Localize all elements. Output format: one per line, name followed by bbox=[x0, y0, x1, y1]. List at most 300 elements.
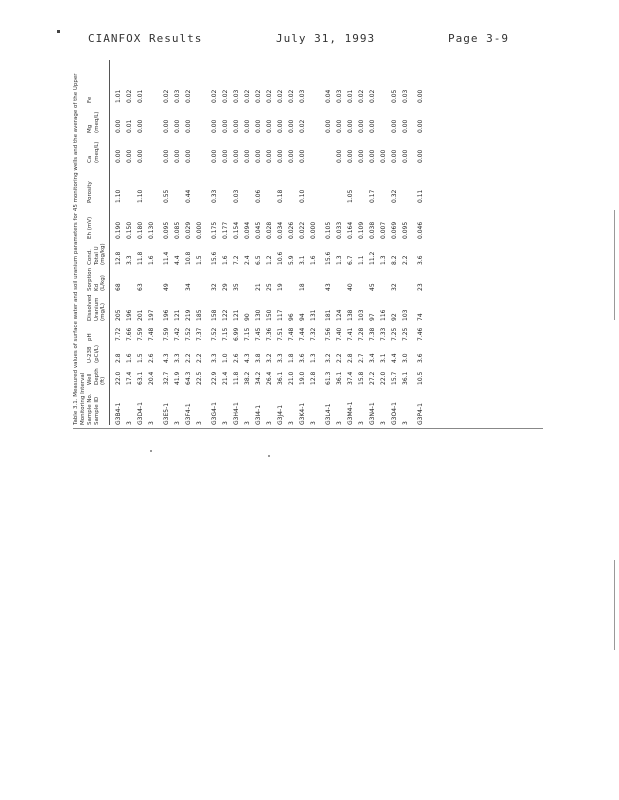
table-cell: 0.02 bbox=[358, 89, 365, 103]
column-header: Cond. Total U (mg/kg) bbox=[87, 243, 106, 265]
sample-id-cell: G3D4-1 bbox=[137, 402, 144, 425]
table-cell: 0.02 bbox=[211, 89, 218, 103]
table-cell: 26.4 bbox=[266, 371, 273, 385]
table-cell: 68 bbox=[115, 283, 122, 291]
sample-id-cell: 3 bbox=[148, 421, 155, 425]
table-cell: 0.085 bbox=[174, 221, 181, 239]
table-cell: 0.177 bbox=[222, 221, 229, 239]
table-row bbox=[347, 60, 354, 425]
sample-id-cell: G3I4-1 bbox=[255, 404, 262, 425]
table-cell: 7.25 bbox=[402, 327, 409, 341]
table-cell: 185 bbox=[196, 309, 203, 321]
table-cell: 3.3 bbox=[126, 255, 133, 265]
header-left: CIANFOX Results bbox=[88, 32, 203, 45]
sample-id-cell: G3E5-1 bbox=[163, 402, 170, 425]
table-cell: 3.0 bbox=[402, 353, 409, 363]
table-cell: 0.00 bbox=[336, 149, 343, 163]
table-cell: 138 bbox=[347, 309, 354, 321]
table-cell: 0.095 bbox=[163, 221, 170, 239]
sample-id-cell: 3 bbox=[380, 421, 387, 425]
table-cell: 21.0 bbox=[288, 371, 295, 385]
table-cell: 0.00 bbox=[288, 119, 295, 133]
sample-id-cell: G3F4-1 bbox=[185, 403, 192, 425]
table-cell: 45 bbox=[369, 283, 376, 291]
table-caption: Table 3.1. Measured values of surface water and soil uranium parameters for 45 monitoring wells and the average of the Upper Monitoring Interval bbox=[73, 73, 86, 425]
table-cell: 0.130 bbox=[148, 221, 155, 239]
table-cell: 2.8 bbox=[347, 353, 354, 363]
table-row bbox=[126, 60, 133, 425]
table-cell: 7.66 bbox=[126, 327, 133, 341]
table-cell: 0.109 bbox=[358, 221, 365, 239]
rotated-data-table bbox=[73, 60, 543, 425]
table-cell: 90 bbox=[244, 313, 251, 321]
table-cell: 2.2 bbox=[196, 353, 203, 363]
table-cell: 0.045 bbox=[255, 221, 262, 239]
table-cell: 0.00 bbox=[391, 149, 398, 163]
table-cell: 0.00 bbox=[126, 149, 133, 163]
table-cell: 0.32 bbox=[391, 189, 398, 203]
table-cell: 7.51 bbox=[277, 327, 284, 341]
table-cell: 0.55 bbox=[163, 189, 170, 203]
table-cell: 22.9 bbox=[211, 371, 218, 385]
table-cell: 1.3 bbox=[310, 353, 317, 363]
table-cell: 1.2 bbox=[266, 255, 273, 265]
table-cell: 8.2 bbox=[391, 255, 398, 265]
table-cell: 0.00 bbox=[358, 149, 365, 163]
table-cell: 0.007 bbox=[380, 221, 387, 239]
table-cell: 4.4 bbox=[174, 255, 181, 265]
table-cell: 7.59 bbox=[137, 327, 144, 341]
table-cell: 0.00 bbox=[336, 119, 343, 133]
table-cell: 7.48 bbox=[148, 327, 155, 341]
sample-id-cell: G3O4-1 bbox=[391, 402, 398, 425]
table-cell: 2.2 bbox=[336, 353, 343, 363]
table-cell: 7.41 bbox=[347, 327, 354, 341]
table-cell: 0.05 bbox=[391, 89, 398, 103]
scan-speck bbox=[150, 450, 152, 452]
table-cell: 61.3 bbox=[325, 371, 332, 385]
table-cell: 0.01 bbox=[347, 89, 354, 103]
table-cell: 6.5 bbox=[255, 255, 262, 265]
table-cell: 1.3 bbox=[380, 255, 387, 265]
table-cell: 0.00 bbox=[137, 119, 144, 133]
column-header: Fe bbox=[87, 96, 93, 103]
table-cell: 0.00 bbox=[266, 119, 273, 133]
table-cell: 2.2 bbox=[402, 255, 409, 265]
table-cell: 0.02 bbox=[222, 89, 229, 103]
table-cell: 21 bbox=[255, 283, 262, 291]
sample-id-cell: 3 bbox=[244, 421, 251, 425]
table-row bbox=[336, 60, 343, 425]
table-cell: 219 bbox=[185, 309, 192, 321]
table-cell: 0.01 bbox=[137, 89, 144, 103]
table-cell: 1.3 bbox=[336, 255, 343, 265]
table-cell: 20.4 bbox=[148, 371, 155, 385]
sample-id-cell: 3 bbox=[310, 421, 317, 425]
table-cell: 3.3 bbox=[174, 353, 181, 363]
page-edge-shadow bbox=[614, 210, 615, 320]
table-cell: 0.33 bbox=[211, 189, 218, 203]
table-cell: 0.000 bbox=[310, 221, 317, 239]
table-cell: 0.180 bbox=[137, 221, 144, 239]
table-cell: 7.36 bbox=[266, 327, 273, 341]
table-cell: 11.8 bbox=[137, 251, 144, 265]
table-cell: 0.033 bbox=[336, 221, 343, 239]
table-cell: 0.034 bbox=[277, 221, 284, 239]
table-cell: 103 bbox=[402, 309, 409, 321]
table-cell: 12.8 bbox=[310, 371, 317, 385]
table-cell: 2.2 bbox=[185, 353, 192, 363]
table-row bbox=[222, 60, 229, 425]
table-row bbox=[369, 60, 376, 425]
table-cell: 121 bbox=[233, 309, 240, 321]
table-cell: 3.2 bbox=[325, 353, 332, 363]
table-cell: 0.02 bbox=[126, 89, 133, 103]
table-cell: 64.3 bbox=[185, 371, 192, 385]
sample-id-cell: 3 bbox=[336, 421, 343, 425]
table-cell: 0.00 bbox=[174, 149, 181, 163]
sample-id-cell: 3 bbox=[402, 421, 409, 425]
table-cell: 0.03 bbox=[336, 89, 343, 103]
table-cell: 1.10 bbox=[137, 189, 144, 203]
table-cell: 1.6 bbox=[126, 353, 133, 363]
scan-speck bbox=[268, 455, 270, 457]
table-cell: 0.00 bbox=[233, 149, 240, 163]
table-cell: 3.1 bbox=[299, 255, 306, 265]
table-cell: 0.000 bbox=[196, 221, 203, 239]
table-cell: 124 bbox=[336, 309, 343, 321]
table-cell: 0.00 bbox=[402, 119, 409, 133]
table-cell: 0.154 bbox=[233, 221, 240, 239]
table-cell: 0.00 bbox=[255, 119, 262, 133]
table-row bbox=[244, 60, 251, 425]
table-cell: 0.11 bbox=[417, 189, 424, 203]
table-cell: 7.25 bbox=[391, 327, 398, 341]
table-cell: 19.0 bbox=[299, 371, 306, 385]
table-cell: 0.02 bbox=[299, 119, 306, 133]
table-cell: 6.99 bbox=[233, 327, 240, 341]
table-cell: 0.00 bbox=[211, 149, 218, 163]
table-cell: 0.10 bbox=[299, 189, 306, 203]
table-cell: 0.028 bbox=[266, 221, 273, 239]
table-cell: 37.4 bbox=[347, 371, 354, 385]
table-cell: 3.3 bbox=[277, 353, 284, 363]
sample-id-cell: G3J4-1 bbox=[277, 404, 284, 425]
table-cell: 12.8 bbox=[115, 251, 122, 265]
table-row bbox=[163, 60, 170, 425]
table-cell: 201 bbox=[137, 309, 144, 321]
table-row bbox=[299, 60, 306, 425]
sample-id-cell: G3H4-1 bbox=[233, 402, 240, 425]
table-cell: 0.150 bbox=[126, 221, 133, 239]
table-cell: 7.72 bbox=[115, 327, 122, 341]
table-cell: 7.2 bbox=[233, 255, 240, 265]
header-page-number: Page 3-9 bbox=[448, 32, 509, 45]
table-cell: 0.00 bbox=[417, 119, 424, 133]
table-cell: 121 bbox=[174, 309, 181, 321]
table-row bbox=[266, 60, 273, 425]
table-cell: 0.00 bbox=[185, 119, 192, 133]
table-row bbox=[137, 60, 144, 425]
table-cell: 0.02 bbox=[185, 89, 192, 103]
table-cell: 122 bbox=[222, 309, 229, 321]
table-cell: 0.03 bbox=[174, 89, 181, 103]
table-cell: 205 bbox=[115, 309, 122, 321]
table-cell: 49 bbox=[163, 283, 170, 291]
table-cell: 15.7 bbox=[391, 371, 398, 385]
table-row bbox=[233, 60, 240, 425]
table-cell: 0.01 bbox=[126, 119, 133, 133]
table-cell: 7.40 bbox=[336, 327, 343, 341]
table-cell: 0.18 bbox=[277, 189, 284, 203]
table-cell: 0.02 bbox=[277, 89, 284, 103]
table-cell: 7.37 bbox=[196, 327, 203, 341]
table-cell: 0.03 bbox=[233, 89, 240, 103]
table-cell: 0.00 bbox=[244, 119, 251, 133]
sample-id-cell: G3N4-1 bbox=[369, 402, 376, 425]
table-cell: 7.32 bbox=[310, 327, 317, 341]
table-cell: 11.4 bbox=[163, 251, 170, 265]
table-cell: 158 bbox=[211, 309, 218, 321]
table-cell: 0.095 bbox=[402, 221, 409, 239]
table-cell: 103 bbox=[358, 309, 365, 321]
table-cell: 150 bbox=[266, 309, 273, 321]
table-cell: 94 bbox=[299, 313, 306, 321]
table-cell: 117 bbox=[277, 309, 284, 321]
table-cell: 0.00 bbox=[277, 119, 284, 133]
table-row bbox=[310, 60, 317, 425]
table-cell: 4.3 bbox=[163, 353, 170, 363]
table-cell: 2.6 bbox=[148, 353, 155, 363]
table-cell: 4.3 bbox=[244, 353, 251, 363]
table-cell: 7.46 bbox=[417, 327, 424, 341]
table-cell: 0.00 bbox=[233, 119, 240, 133]
table-cell: 4.4 bbox=[391, 353, 398, 363]
table-cell: 2.4 bbox=[244, 255, 251, 265]
column-header: Well Depth (ft) bbox=[87, 368, 106, 385]
table-cell: 7.44 bbox=[299, 327, 306, 341]
table-cell: 34 bbox=[185, 283, 192, 291]
table-cell: 0.02 bbox=[369, 89, 376, 103]
table-cell: 0.00 bbox=[369, 149, 376, 163]
table-cell: 0.00 bbox=[369, 119, 376, 133]
table-cell: 2.8 bbox=[115, 353, 122, 363]
column-header: U-238 (pCi/L) bbox=[87, 344, 100, 363]
table-cell: 19 bbox=[277, 283, 284, 291]
table-cell: 130 bbox=[255, 309, 262, 321]
table-cell: 1.6 bbox=[148, 255, 155, 265]
table-cell: 0.00 bbox=[185, 149, 192, 163]
table-cell: 0.046 bbox=[417, 221, 424, 239]
table-cell: 74 bbox=[417, 313, 424, 321]
table-cell: 22.0 bbox=[380, 371, 387, 385]
table-cell: 0.00 bbox=[163, 149, 170, 163]
column-header: Sample No. Sample ID bbox=[87, 393, 100, 425]
table-cell: 0.02 bbox=[244, 89, 251, 103]
table-cell: 7.45 bbox=[255, 327, 262, 341]
table-cell: 0.00 bbox=[417, 149, 424, 163]
table-cell: 0.00 bbox=[115, 119, 122, 133]
table-cell: 0.03 bbox=[233, 189, 240, 203]
sample-id-cell: 3 bbox=[196, 421, 203, 425]
table-cell: 32 bbox=[391, 283, 398, 291]
sample-id-cell: G3M4-1 bbox=[347, 401, 354, 425]
table-left-rule bbox=[73, 428, 543, 429]
table-row bbox=[417, 60, 424, 425]
table-cell: 40 bbox=[347, 283, 354, 291]
table-cell: 5.9 bbox=[288, 255, 295, 265]
table-cell: 32.7 bbox=[163, 371, 170, 385]
table-cell: 0.038 bbox=[369, 221, 376, 239]
sample-id-cell: G3P4-1 bbox=[417, 403, 424, 425]
table-cell: 2.6 bbox=[233, 353, 240, 363]
table-row bbox=[277, 60, 284, 425]
table-cell: 196 bbox=[126, 309, 133, 321]
column-header: Dissolved Uranium (mg/L) bbox=[87, 294, 106, 321]
table-cell: 0.03 bbox=[402, 89, 409, 103]
table-cell: 96 bbox=[288, 313, 295, 321]
table-cell: 1.1 bbox=[358, 255, 365, 265]
table-cell: 3.1 bbox=[380, 353, 387, 363]
table-cell: 38.2 bbox=[244, 371, 251, 385]
table-cell: 6.7 bbox=[347, 255, 354, 265]
table-cell: 7.56 bbox=[325, 327, 332, 341]
table-cell: 0.00 bbox=[325, 119, 332, 133]
table-cell: 1.5 bbox=[196, 255, 203, 265]
table-cell: 7.38 bbox=[369, 327, 376, 341]
table-cell: 0.00 bbox=[347, 119, 354, 133]
table-cell: 0.17 bbox=[369, 189, 376, 203]
table-cell: 7.52 bbox=[211, 327, 218, 341]
table-cell: 97 bbox=[369, 313, 376, 321]
table-cell: 3.6 bbox=[417, 255, 424, 265]
sample-id-cell: 3 bbox=[222, 421, 229, 425]
page-edge-shadow bbox=[614, 560, 615, 650]
table-cell: 29 bbox=[222, 283, 229, 291]
table-cell: 1.8 bbox=[288, 353, 295, 363]
table-cell: 0.00 bbox=[402, 149, 409, 163]
table-cell: 196 bbox=[163, 309, 170, 321]
table-row bbox=[211, 60, 218, 425]
table-cell: 0.00 bbox=[417, 89, 424, 103]
table-cell: 17.4 bbox=[126, 371, 133, 385]
table-cell: 25 bbox=[266, 283, 273, 291]
table-cell: 0.00 bbox=[288, 149, 295, 163]
sample-id-cell: 3 bbox=[288, 421, 295, 425]
table-cell: 32 bbox=[211, 283, 218, 291]
table-cell: 0.069 bbox=[391, 221, 398, 239]
table-cell: 0.04 bbox=[325, 89, 332, 103]
table-row bbox=[325, 60, 332, 425]
table-cell: 3.4 bbox=[369, 353, 376, 363]
table-cell: 3.6 bbox=[299, 353, 306, 363]
table-row bbox=[115, 60, 122, 425]
table-cell: 0.00 bbox=[347, 149, 354, 163]
table-cell: 0.022 bbox=[299, 221, 306, 239]
table-row bbox=[358, 60, 365, 425]
table-cell: 34.2 bbox=[255, 371, 262, 385]
table-row bbox=[185, 60, 192, 425]
table-cell: 18 bbox=[299, 283, 306, 291]
table-cell: 15.6 bbox=[211, 251, 218, 265]
sample-id-cell: G3K4-1 bbox=[299, 402, 306, 425]
table-cell: 3.3 bbox=[211, 353, 218, 363]
table-cell: 36.1 bbox=[402, 371, 409, 385]
column-header: Porosity bbox=[87, 181, 93, 203]
table-cell: 7.42 bbox=[174, 327, 181, 341]
table-cell: 0.026 bbox=[288, 221, 295, 239]
table-cell: 0.03 bbox=[299, 89, 306, 103]
table-cell: 0.00 bbox=[211, 119, 218, 133]
table-row bbox=[148, 60, 155, 425]
table-cell: 0.00 bbox=[391, 119, 398, 133]
table-cell: 63 bbox=[137, 283, 144, 291]
table-cell: 0.094 bbox=[244, 221, 251, 239]
table-cell: 7.33 bbox=[380, 327, 387, 341]
table-cell: 7.15 bbox=[244, 327, 251, 341]
table-cell: 3.2 bbox=[266, 353, 273, 363]
table-cell: 1.05 bbox=[347, 189, 354, 203]
table-cell: 1.10 bbox=[115, 189, 122, 203]
header-rule bbox=[109, 60, 110, 425]
table-cell: 0.02 bbox=[288, 89, 295, 103]
table-cell: 22.0 bbox=[115, 371, 122, 385]
table-cell: 41.9 bbox=[174, 371, 181, 385]
table-cell: 0.00 bbox=[222, 119, 229, 133]
table-row bbox=[391, 60, 398, 425]
table-cell: 7.59 bbox=[163, 327, 170, 341]
table-cell: 15.8 bbox=[358, 371, 365, 385]
sample-id-cell: G3G4-1 bbox=[211, 402, 218, 425]
table-cell: 7.52 bbox=[185, 327, 192, 341]
table-cell: 11.8 bbox=[233, 371, 240, 385]
table-cell: 10.6 bbox=[277, 251, 284, 265]
table-cell: 3.6 bbox=[417, 353, 424, 363]
table-cell: 0.02 bbox=[266, 89, 273, 103]
column-header: Ca (meq/L) bbox=[87, 141, 100, 163]
table-cell: 7.28 bbox=[358, 327, 365, 341]
table-cell: 63.1 bbox=[137, 371, 144, 385]
scan-speck bbox=[57, 30, 60, 33]
table-cell: 0.00 bbox=[244, 149, 251, 163]
table-cell: 0.00 bbox=[222, 149, 229, 163]
table-cell: 92 bbox=[391, 313, 398, 321]
sample-id-cell: 3 bbox=[266, 421, 273, 425]
table-cell: 2.7 bbox=[358, 353, 365, 363]
header-date: July 31, 1993 bbox=[276, 32, 376, 45]
table-cell: 1.6 bbox=[222, 255, 229, 265]
table-cell: 11.2 bbox=[369, 251, 376, 265]
table-cell: 116 bbox=[380, 309, 387, 321]
table-row bbox=[380, 60, 387, 425]
table-cell: 23 bbox=[417, 283, 424, 291]
table-cell: 7.48 bbox=[288, 327, 295, 341]
table-cell: 0.00 bbox=[174, 119, 181, 133]
table-cell: 0.06 bbox=[255, 189, 262, 203]
table-cell: 0.00 bbox=[380, 149, 387, 163]
sample-id-cell: 3 bbox=[358, 421, 365, 425]
table-cell: 0.00 bbox=[115, 149, 122, 163]
table-cell: 0.02 bbox=[163, 89, 170, 103]
table-cell: 35 bbox=[233, 283, 240, 291]
table-cell: 27.2 bbox=[369, 371, 376, 385]
table-cell: 0.00 bbox=[277, 149, 284, 163]
table-cell: 0.175 bbox=[211, 221, 218, 239]
table-cell: 0.00 bbox=[266, 149, 273, 163]
table-cell: 43 bbox=[325, 283, 332, 291]
table-cell: 21.4 bbox=[222, 371, 229, 385]
table-cell: 36.1 bbox=[277, 371, 284, 385]
